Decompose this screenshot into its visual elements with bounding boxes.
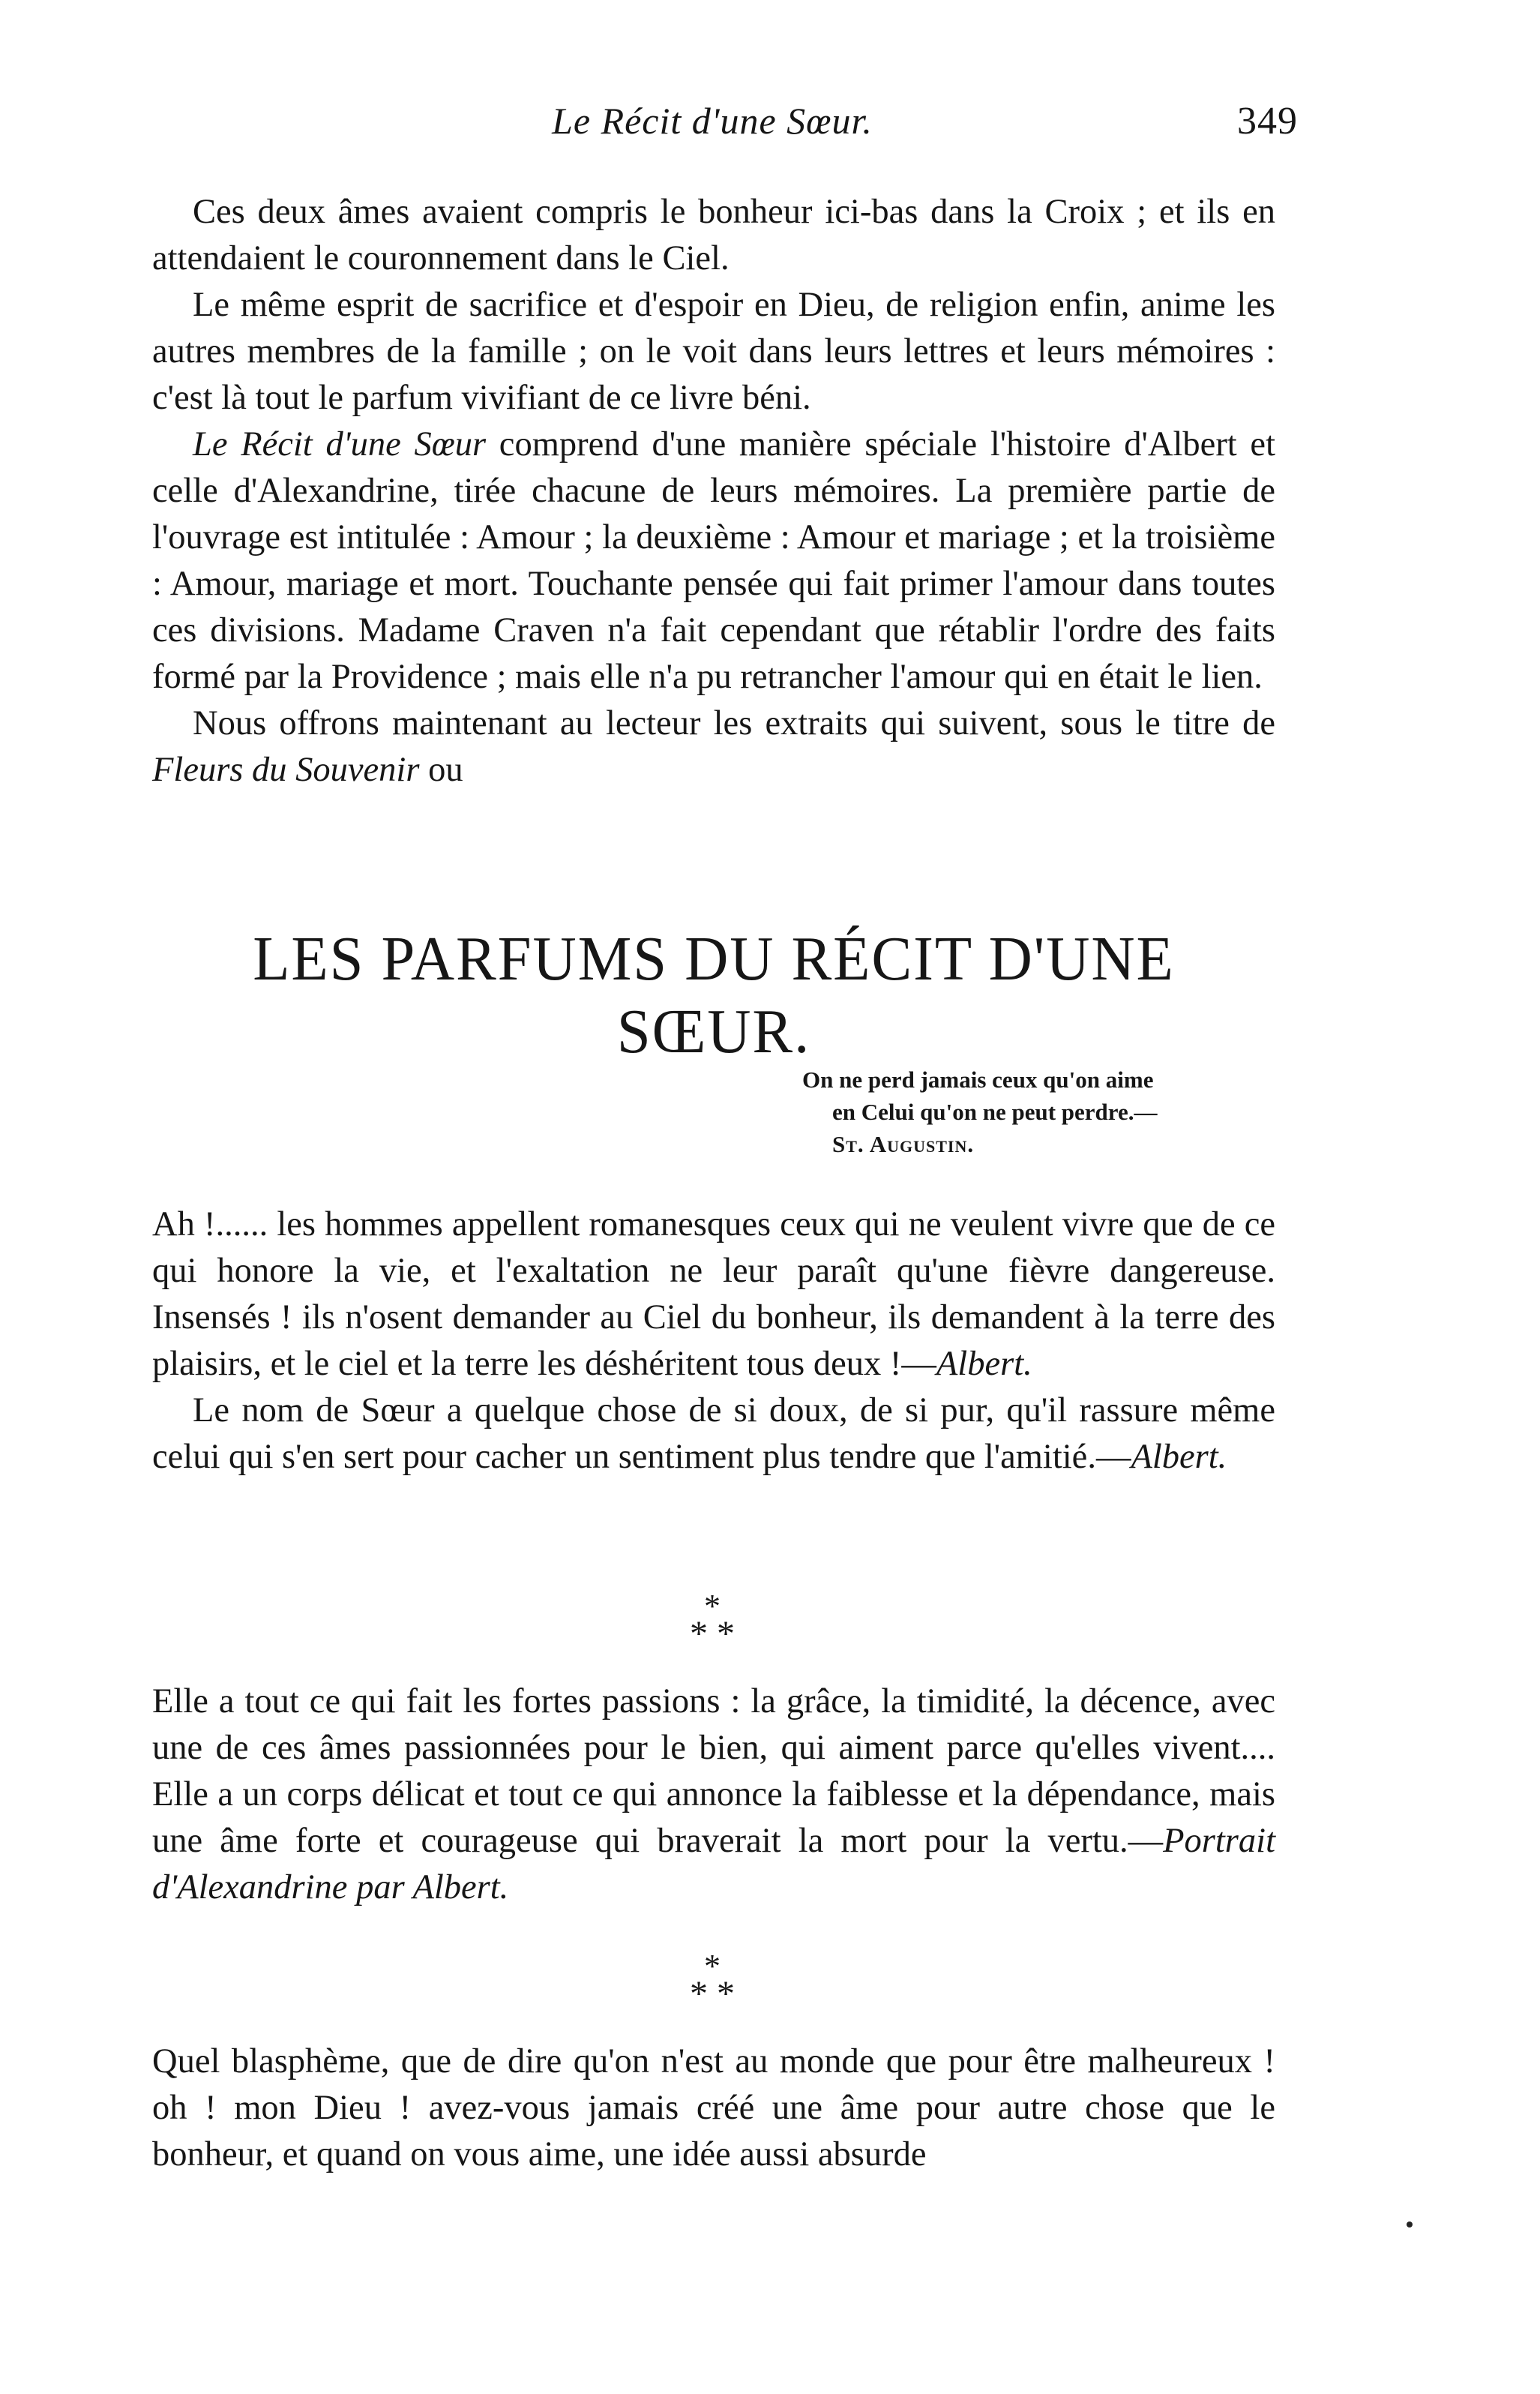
page-number: 349 <box>1237 100 1298 142</box>
quotes-section-2 <box>152 1678 1275 1911</box>
quote-1 <box>152 1202 1275 1388</box>
intro-paragraph-4-end: ou <box>419 751 463 789</box>
asterism-top-star: * <box>704 1948 721 1984</box>
quote-2-author: Albert. <box>1131 1438 1227 1476</box>
quote-3-author: Portrait d'Alexandrine par Albert. <box>152 1822 1275 1906</box>
running-title: Le Récit d'une Sœur. <box>552 100 873 142</box>
quote-1-author: Albert. <box>936 1345 1032 1383</box>
asterism-ornament-1 <box>637 1588 787 1654</box>
epigraph-line-2: en Celui qu'on ne peut perdre.— <box>832 1099 1158 1125</box>
intro-paragraph-3 <box>152 422 1275 700</box>
asterism-bottom-stars: * * <box>690 1974 735 2014</box>
section-title: LES PARFUMS DU RÉCIT D'UNE SŒUR. <box>253 924 1175 1066</box>
fleurs-title-italic: Fleurs du Souvenir <box>152 751 420 789</box>
quote-1-text: Ah !...... les hommes appellent romanesques ceux qui ne veulent vivre que de ce qui honore la vie, et l'exaltation ne leur paraît qu'une fièvre dangereuse. Insensés ! ils n'osent demander au Ciel du bonheur, ils demandent à la terre des plaisirs, et le ciel et la terre les déshéritent tous deux !— <box>152 1205 1275 1383</box>
intro-paragraph-4-start: Nous offrons maintenant au lecteur les extraits qui suivent, sous le titre de <box>193 704 1275 742</box>
epigraph-line-1: On ne perd jamais ceux qu'on aime <box>802 1066 1154 1093</box>
intro-paragraph-4 <box>152 700 1275 794</box>
quotes-section-3 <box>152 2038 1275 2178</box>
ink-speck <box>1407 2222 1413 2228</box>
quote-2 <box>152 1388 1275 1480</box>
quote-2-text: Le nom de Sœur a quelque chose de si doux, de si pur, qu'il rassure même celui qui s'en sert pour cacher un sentiment plus tendre que l'amitié.— <box>152 1391 1275 1476</box>
asterism-ornament-2 <box>637 1948 787 2014</box>
quote-3 <box>152 1678 1275 1911</box>
epigraph <box>802 1064 1282 1160</box>
asterism-bottom-stars: * * <box>690 1614 735 1654</box>
asterism-top-star: * <box>704 1588 721 1624</box>
epigraph-attribution: St. Augustin. <box>832 1131 975 1157</box>
intro-paragraph-1: Ces deux âmes avaient compris le bonheur ici-bas dans la Croix ; et ils en attendaient le couronnement dans le Ciel. <box>152 193 1275 278</box>
quote-4: Quel blasphème, que de dire qu'on n'est au monde que pour être malheureux ! oh ! mon Dieu ! avez-vous jamais créé une âme pour autre chose que le bonheur, et quand on vous aime, une idée aussi absurde <box>152 2042 1275 2174</box>
quotes-section-1 <box>152 1202 1275 1480</box>
quote-3-text: Elle a tout ce qui fait les fortes passions : la grâce, la timidité, la décence, avec une de ces âmes passionnées pour le bien, qui aiment parce qu'elles vivent.... Elle a un corps délicat et tout ce qui annonce la faiblesse et la dépendance, mais une âme forte et courageuse qui braverait la mort pour la vertu.— <box>152 1682 1275 1860</box>
intro-section <box>152 189 1275 794</box>
intro-paragraph-3-text: comprend d'une manière spéciale l'histoire d'Albert et celle d'Alexandrine, tirée chacune de leurs mémoires. La première partie de l'ouvrage est intitulée : Amour ; la deuxième : Amour et mariage ; et la troisième : Amour, mariage et mort. Touchante pensée qui fait primer l'amour dans toutes ces divisions. Madame Craven n'a fait cependant que rétablir l'ordre des faits formé par la Providence ; mais elle n'a pu retrancher l'amour qui en était le lien. <box>152 425 1275 696</box>
intro-paragraph-2: Le même esprit de sacrifice et d'espoir en Dieu, de religion enfin, anime les autres membres de la famille ; on le voit dans leurs lettres et leurs mémoires : c'est là tout le parfum vivifiant de ce livre béni. <box>152 286 1275 417</box>
running-head <box>150 99 1298 152</box>
book-title-italic: Le Récit d'une Sœur <box>193 425 487 464</box>
